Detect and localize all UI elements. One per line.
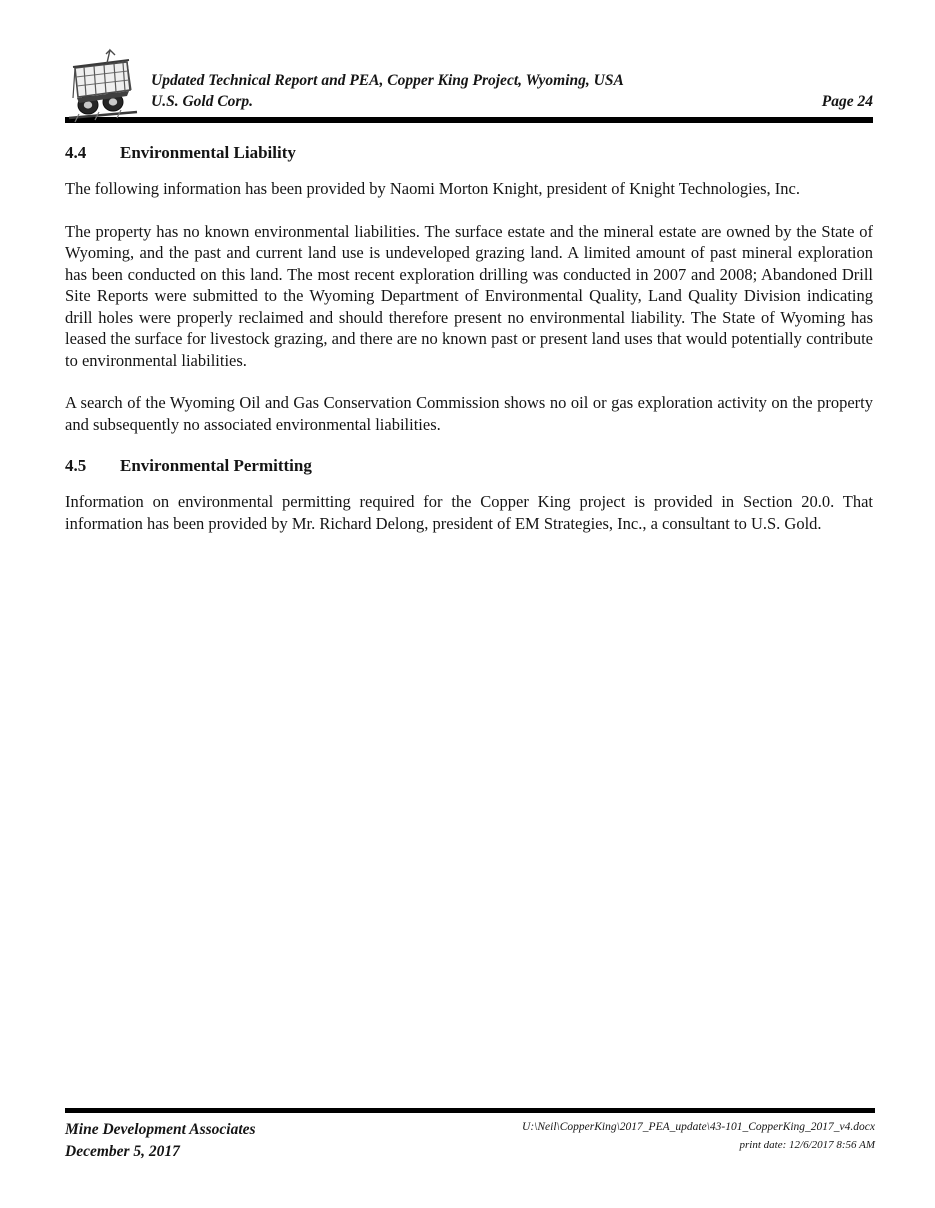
section-number: 4.4 bbox=[65, 143, 87, 162]
paragraph: The property has no known environmental liabilities. The surface estate and the mineral estate are owned by the State of Wyoming, and the past and current land use is undeveloped grazing land. A limited amount of past mineral exploration has been conducted on this land. The most recent exploration drilling was conducted in 2007 and 2008; Abandoned Drill Site Reports were submitted to the Wyoming Department of Environmental Quality, Land Quality Division indicating drill holes were properly reclaimed and should therefore present no environmental liability. The State of Wyoming has leased the surface for livestock grazing, and there are no known past or present land uses that would potentially contribute to environmental liabilities. bbox=[65, 221, 873, 370]
section-heading-4-5 bbox=[65, 456, 873, 476]
footer-right-block bbox=[522, 1119, 875, 1155]
paragraph: The following information has been provided by Naomi Morton Knight, president of Knight Technologies, Inc. bbox=[65, 179, 800, 198]
section-title: Environmental Permitting bbox=[120, 456, 312, 475]
mine-cart-logo-icon bbox=[65, 46, 141, 126]
page-header bbox=[0, 0, 935, 123]
footer-left-block bbox=[65, 1119, 256, 1163]
paragraph: A search of the Wyoming Oil and Gas Conservation Commission shows no oil or gas exploration activity on the property and subsequently no associated environmental liabilities. bbox=[65, 393, 873, 434]
footer-file-path: U:\Neil\CopperKing\2017_PEA_update\43-101_CopperKing_2017_v4.docx bbox=[522, 1121, 875, 1133]
header-rule bbox=[65, 117, 873, 123]
paragraph: Information on environmental permitting required for the Copper King project is provided in Section 20.0. That information has been provided by Mr. Richard Delong, president of EM Strategies, Inc., a consultant to U.S. Gold. bbox=[65, 492, 873, 533]
section-title: Environmental Liability bbox=[120, 143, 296, 162]
footer-organization: Mine Development Associates bbox=[65, 1121, 256, 1138]
document-body bbox=[0, 123, 935, 534]
footer-print-date: print date: 12/6/2017 8:56 AM bbox=[739, 1139, 875, 1151]
page-footer bbox=[65, 1108, 875, 1163]
header-report-title: Updated Technical Report and PEA, Copper King Project, Wyoming, USA bbox=[151, 72, 624, 89]
section-heading-4-4 bbox=[65, 143, 873, 163]
footer-rule bbox=[65, 1108, 875, 1113]
header-title-block bbox=[151, 70, 822, 112]
header-company-name: U.S. Gold Corp. bbox=[151, 93, 254, 110]
section-number: 4.5 bbox=[65, 456, 87, 475]
footer-date: December 5, 2017 bbox=[65, 1143, 180, 1160]
page-number: Page 24 bbox=[821, 93, 873, 110]
